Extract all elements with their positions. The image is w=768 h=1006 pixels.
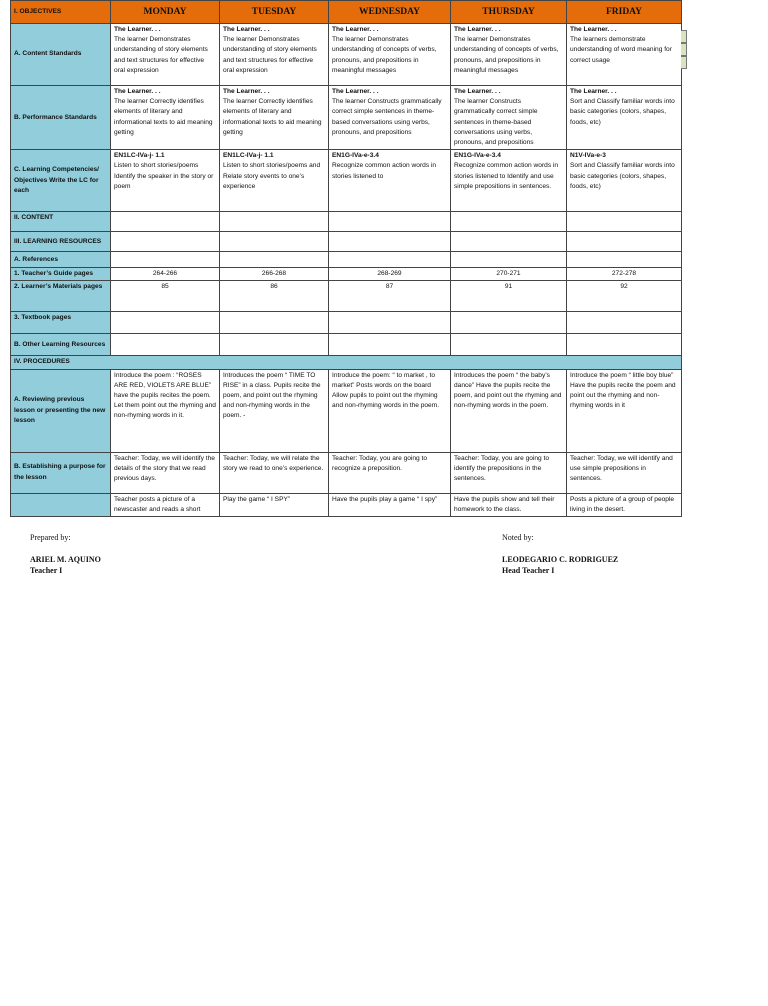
reviewing-cell: Introduces the poem “ TIME TO RISE” in a class. Pupils recite the poem, and point out the rhyming and non-rhyming words in the poem. - bbox=[220, 369, 329, 452]
content-standards-cell: The Learner. . . The learners demonstrate understanding of word meaning for correct usage bbox=[567, 24, 682, 86]
row-label-other-resources: B. Other Learning Resources bbox=[11, 334, 111, 356]
row-label-learners-materials: 2. Learner’s Materials pages bbox=[11, 281, 111, 312]
row-label-examples bbox=[11, 493, 111, 516]
row-label-content-standards: A. Content Standards bbox=[11, 24, 111, 86]
content-standards-row bbox=[11, 24, 682, 86]
content-standards-cell: The Learner. . . The learner Demonstrates understanding of story elements and text structures for effective oral expression bbox=[111, 24, 220, 86]
examples-row bbox=[11, 493, 682, 516]
competencies-cell: EN1LC-IVa-j- 1.1 Listen to short stories/poems Identify the speaker in the story or poem bbox=[111, 150, 220, 212]
reviewing-row bbox=[11, 369, 682, 452]
performance-standards-row bbox=[11, 86, 682, 150]
performance-standards-cell: The Learner. . . The learner Correctly identifies elements of literary and informational texts to aid meaning getting bbox=[220, 86, 329, 150]
examples-cell: Play the game “ I SPY” bbox=[220, 493, 329, 516]
performance-standards-cell: The Learner. . . The learner Correctly identifies elements of literary and informational texts to aid meaning getting bbox=[111, 86, 220, 150]
teachers-guide-value: 268-269 bbox=[329, 268, 451, 281]
row-label-establishing: B. Establishing a purpose for the lesson bbox=[11, 452, 111, 493]
competencies-cell: N1V-IVa-e-3 Sort and Classify familiar words into basic categories (colors, shapes, foods, etc) bbox=[567, 150, 682, 212]
performance-standards-cell: The Learner. . . The learner Constructs grammatically correct simple sentences in theme-based conversations using verbs, pronouns, and prepositions bbox=[451, 86, 567, 150]
side-tab bbox=[681, 30, 687, 43]
header-row bbox=[11, 1, 682, 24]
row-label-content: II. CONTENT bbox=[11, 212, 111, 232]
day-header-tuesday: TUESDAY bbox=[220, 1, 329, 24]
learners-materials-value: 87 bbox=[329, 281, 451, 312]
examples-cell: Teacher posts a picture of a newscaster and reads a short bbox=[111, 493, 220, 516]
procedures-heading: IV. PROCEDURES bbox=[11, 356, 682, 369]
other-resources-row bbox=[11, 334, 682, 356]
procedures-row bbox=[11, 356, 682, 369]
establishing-cell: Teacher: Today, we will identify the details of the story that we read previous days. bbox=[111, 452, 220, 493]
establishing-cell: Teacher: Today, you are going to recognize a preposition. bbox=[329, 452, 451, 493]
learning-resources-row bbox=[11, 232, 682, 252]
competencies-cell: EN1G-IVa-e-3.4 Recognize common action words in stories listened to bbox=[329, 150, 451, 212]
learners-materials-value: 91 bbox=[451, 281, 567, 312]
side-tab bbox=[681, 56, 687, 69]
reviewing-cell: Introduce the poem: “ to market , to market” Posts words on the board Allow pupils to point out the rhyming and non-rhyming words in the poem. bbox=[329, 369, 451, 452]
row-label-teachers-guide: 1. Teacher’s Guide pages bbox=[11, 268, 111, 281]
teachers-guide-value: 270-271 bbox=[451, 268, 567, 281]
noted-by-label: Noted by: bbox=[502, 533, 534, 542]
examples-cell: Have the pupils show and tell their homework to the class. bbox=[451, 493, 567, 516]
row-label-reviewing: A. Reviewing previous lesson or presenting the new lesson bbox=[11, 369, 111, 452]
competencies-cell: EN1G-IVa-e-3.4 Recognize common action words in stories listened to Identify and use simple prepositions in sentences. bbox=[451, 150, 567, 212]
row-label-performance-standards: B. Performance Standards bbox=[11, 86, 111, 150]
teachers-guide-row bbox=[11, 268, 682, 281]
content-standards-cell: The Learner. . . The learner Demonstrates understanding of concepts of verbs, pronouns, and prepositions in meaningful messages bbox=[451, 24, 567, 86]
prepared-by-title: Teacher I bbox=[30, 566, 63, 575]
textbook-row bbox=[11, 312, 682, 334]
teachers-guide-value: 272-278 bbox=[567, 268, 682, 281]
row-label-competencies: C. Learning Competencies/ Objectives Write the LC for each bbox=[11, 150, 111, 212]
reviewing-cell: Introduces the poem “ the baby’s dance” Have the pupils recite the poem, and point out the rhyming and non-rhyming words in the poem. bbox=[451, 369, 567, 452]
content-row bbox=[11, 212, 682, 232]
learners-materials-value: 85 bbox=[111, 281, 220, 312]
learners-materials-row bbox=[11, 281, 682, 312]
day-header-wednesday: WEDNESDAY bbox=[329, 1, 451, 24]
row-label-learning-resources: III. LEARNING RESOURCES bbox=[11, 232, 111, 252]
prepared-by-name: ARIEL M. AQUINO bbox=[30, 555, 101, 564]
competencies-row bbox=[11, 150, 682, 212]
references-row bbox=[11, 252, 682, 268]
learners-materials-value: 86 bbox=[220, 281, 329, 312]
establishing-cell: Teacher: Today, we will relate the story we read to one’s experience. bbox=[220, 452, 329, 493]
reviewing-cell: Introduce the poem “ little boy blue” Have the pupils recite the poem and point out the rhyming and non-rhyming words in it bbox=[567, 369, 682, 452]
sheet-side-tabs bbox=[681, 30, 687, 69]
row-label-textbook: 3. Textbook pages bbox=[11, 312, 111, 334]
examples-cell: Have the pupils play a game “ I spy” bbox=[329, 493, 451, 516]
noted-by-title: Head Teacher I bbox=[502, 566, 555, 575]
competencies-cell: EN1LC-IVa-j- 1.1 Listen to short stories/poems and Relate story events to one’s experience bbox=[220, 150, 329, 212]
content-standards-cell: The Learner. . . The learner Demonstrates understanding of story elements and text structures for effective oral expression bbox=[220, 24, 329, 86]
reviewing-cell: Introduce the poem : “ROSES ARE RED, VIOLETS ARE BLUE” have the pupils recites the poem. Let them point out the rhyming and non-rhyming words in it. bbox=[111, 369, 220, 452]
noted-by-name: LEODEGARIO C. RODRIGUEZ bbox=[502, 555, 619, 564]
establishing-row bbox=[11, 452, 682, 493]
prepared-by-block bbox=[30, 532, 101, 576]
day-header-monday: MONDAY bbox=[111, 1, 220, 24]
teachers-guide-value: 264-266 bbox=[111, 268, 220, 281]
establishing-cell: Teacher: Today, we will identify and use simple prepositions in sentences. bbox=[567, 452, 682, 493]
noted-by-block bbox=[502, 532, 618, 576]
performance-standards-cell: The Learner. . . The learner Constructs grammatically correct simple sentences in theme-based conversations using verbs, pronouns, and prepositions bbox=[329, 86, 451, 150]
establishing-cell: Teacher: Today, you are going to identify the prepositions in the sentences. bbox=[451, 452, 567, 493]
side-tab bbox=[681, 43, 687, 56]
objectives-header: I. OBJECTIVES bbox=[11, 1, 111, 24]
dll-table bbox=[10, 0, 682, 517]
content-standards-cell: The Learner. . . The learner Demonstrates understanding of concepts of verbs, pronouns, and prepositions in meaningful messages bbox=[329, 24, 451, 86]
day-header-friday: FRIDAY bbox=[567, 1, 682, 24]
day-header-thursday: THURSDAY bbox=[451, 1, 567, 24]
row-label-references: A. References bbox=[11, 252, 111, 268]
examples-cell: Posts a picture of a group of people living in the desert. bbox=[567, 493, 682, 516]
performance-standards-cell: The Learner. . . Sort and Classify familiar words into basic categories (colors, shapes, foods, etc) bbox=[567, 86, 682, 150]
prepared-by-label: Prepared by: bbox=[30, 533, 71, 542]
learners-materials-value: 92 bbox=[567, 281, 682, 312]
teachers-guide-value: 266-268 bbox=[220, 268, 329, 281]
